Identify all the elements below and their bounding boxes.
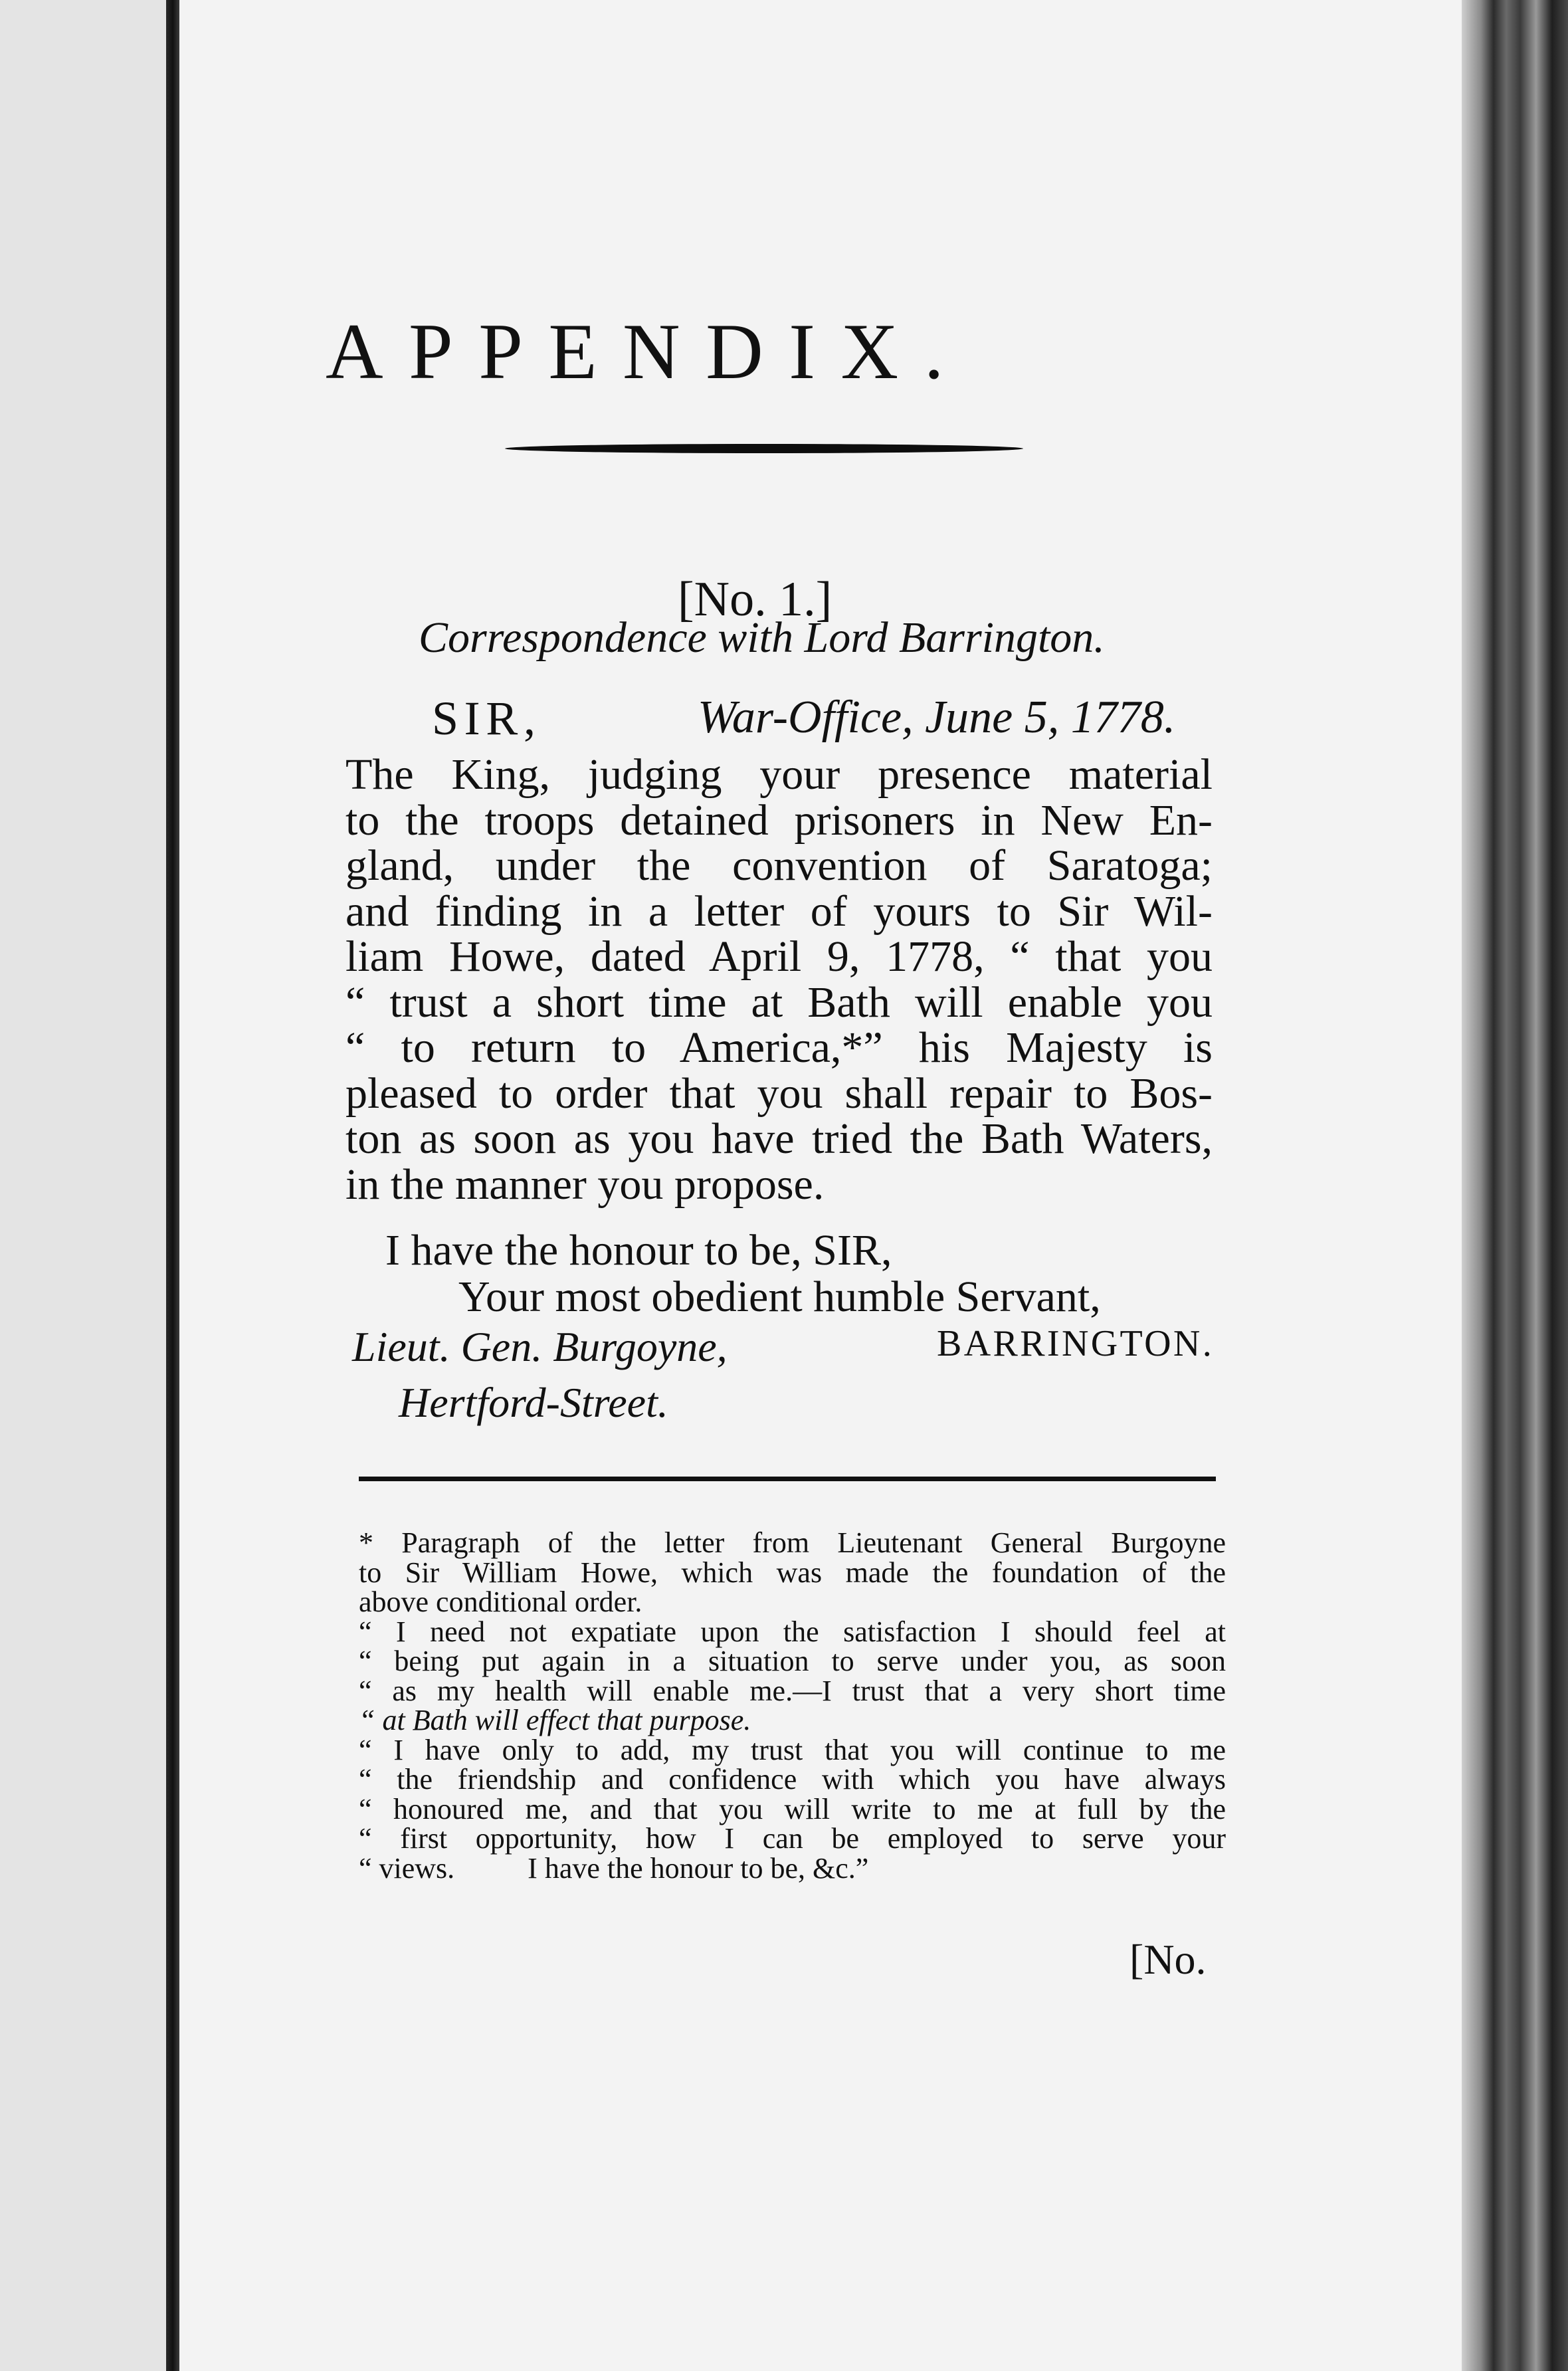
letter-line: “ to return to America,*” his Majesty is — [345, 1023, 1213, 1072]
footnote-line: “ being put again in a situation to serve under you, as soon — [359, 1645, 1226, 1677]
page-title: APPENDIX. — [326, 307, 969, 395]
section-subtitle: Correspondence with Lord Barrington. — [419, 613, 1105, 662]
catchword: [No. — [1129, 1936, 1207, 1983]
page-edges — [1462, 0, 1568, 2371]
footnote-line: “ the friendship and confidence with which you have always — [359, 1763, 1226, 1796]
letter-line: “ trust a short time at Bath will enable you — [345, 978, 1213, 1027]
footnote-rule — [359, 1477, 1216, 1481]
addressee-name: Lieut. Gen. Burgoyne, — [352, 1323, 728, 1370]
ornamental-rule — [505, 444, 1023, 453]
facing-page — [0, 0, 166, 2371]
letter-line: liam Howe, dated April 9, 1778, “ that you — [345, 932, 1213, 981]
letter-body — [345, 752, 1213, 1207]
footnote-line: “ honoured me, and that you will write to me at full by the — [359, 1792, 1226, 1825]
footnote-line: “ I have only to add, my trust that you will continue to me — [359, 1733, 1226, 1766]
salutation: SIR, — [432, 692, 541, 745]
footnote — [359, 1528, 1226, 1883]
addressee-street: Hertford-Street. — [399, 1379, 668, 1426]
closing-line: Your most obedient humble Servant, — [458, 1273, 1101, 1321]
letter-line: to the troops detained prisoners in New En- — [345, 795, 1213, 845]
book-gutter — [166, 0, 179, 2371]
footnote-line: “ I need not expatiate upon the satisfaction I should feel at — [359, 1615, 1226, 1648]
letter-line: The King, judging your presence material — [345, 750, 1213, 799]
dateline: War-Office, June 5, 1778. — [698, 692, 1176, 743]
footnote-line: “ as my health will enable me.—I trust that a very short time — [359, 1674, 1226, 1707]
footnote-line: “ at Bath will effect that purpose. — [359, 1704, 751, 1736]
letter-line: in the manner you propose. — [345, 1160, 825, 1209]
section-number: [No. 1.] — [678, 572, 833, 627]
footnote-line: “ views. I have the honour to be, &c.” — [359, 1851, 869, 1885]
footnote-line: above conditional order. — [359, 1586, 642, 1618]
footnote-line: * Paragraph of the letter from Lieutenant General Burgoyne — [359, 1526, 1226, 1559]
letter-line: pleased to order that you shall repair to Bos- — [345, 1069, 1213, 1118]
footnote-line: to Sir William Howe, which was made the foundation of the — [359, 1556, 1226, 1589]
letter-line: ton as soon as you have tried the Bath Waters, — [345, 1114, 1213, 1163]
letter-line: and finding in a letter of yours to Sir Wil- — [345, 886, 1213, 936]
signature: BARRINGTON. — [937, 1323, 1215, 1364]
closing-line: I have the honour to be, SIR, — [385, 1226, 892, 1275]
footnote-line: “ first opportunity, how I can be employed to serve your — [359, 1822, 1226, 1855]
letter-line: gland, under the convention of Saratoga; — [345, 841, 1213, 890]
